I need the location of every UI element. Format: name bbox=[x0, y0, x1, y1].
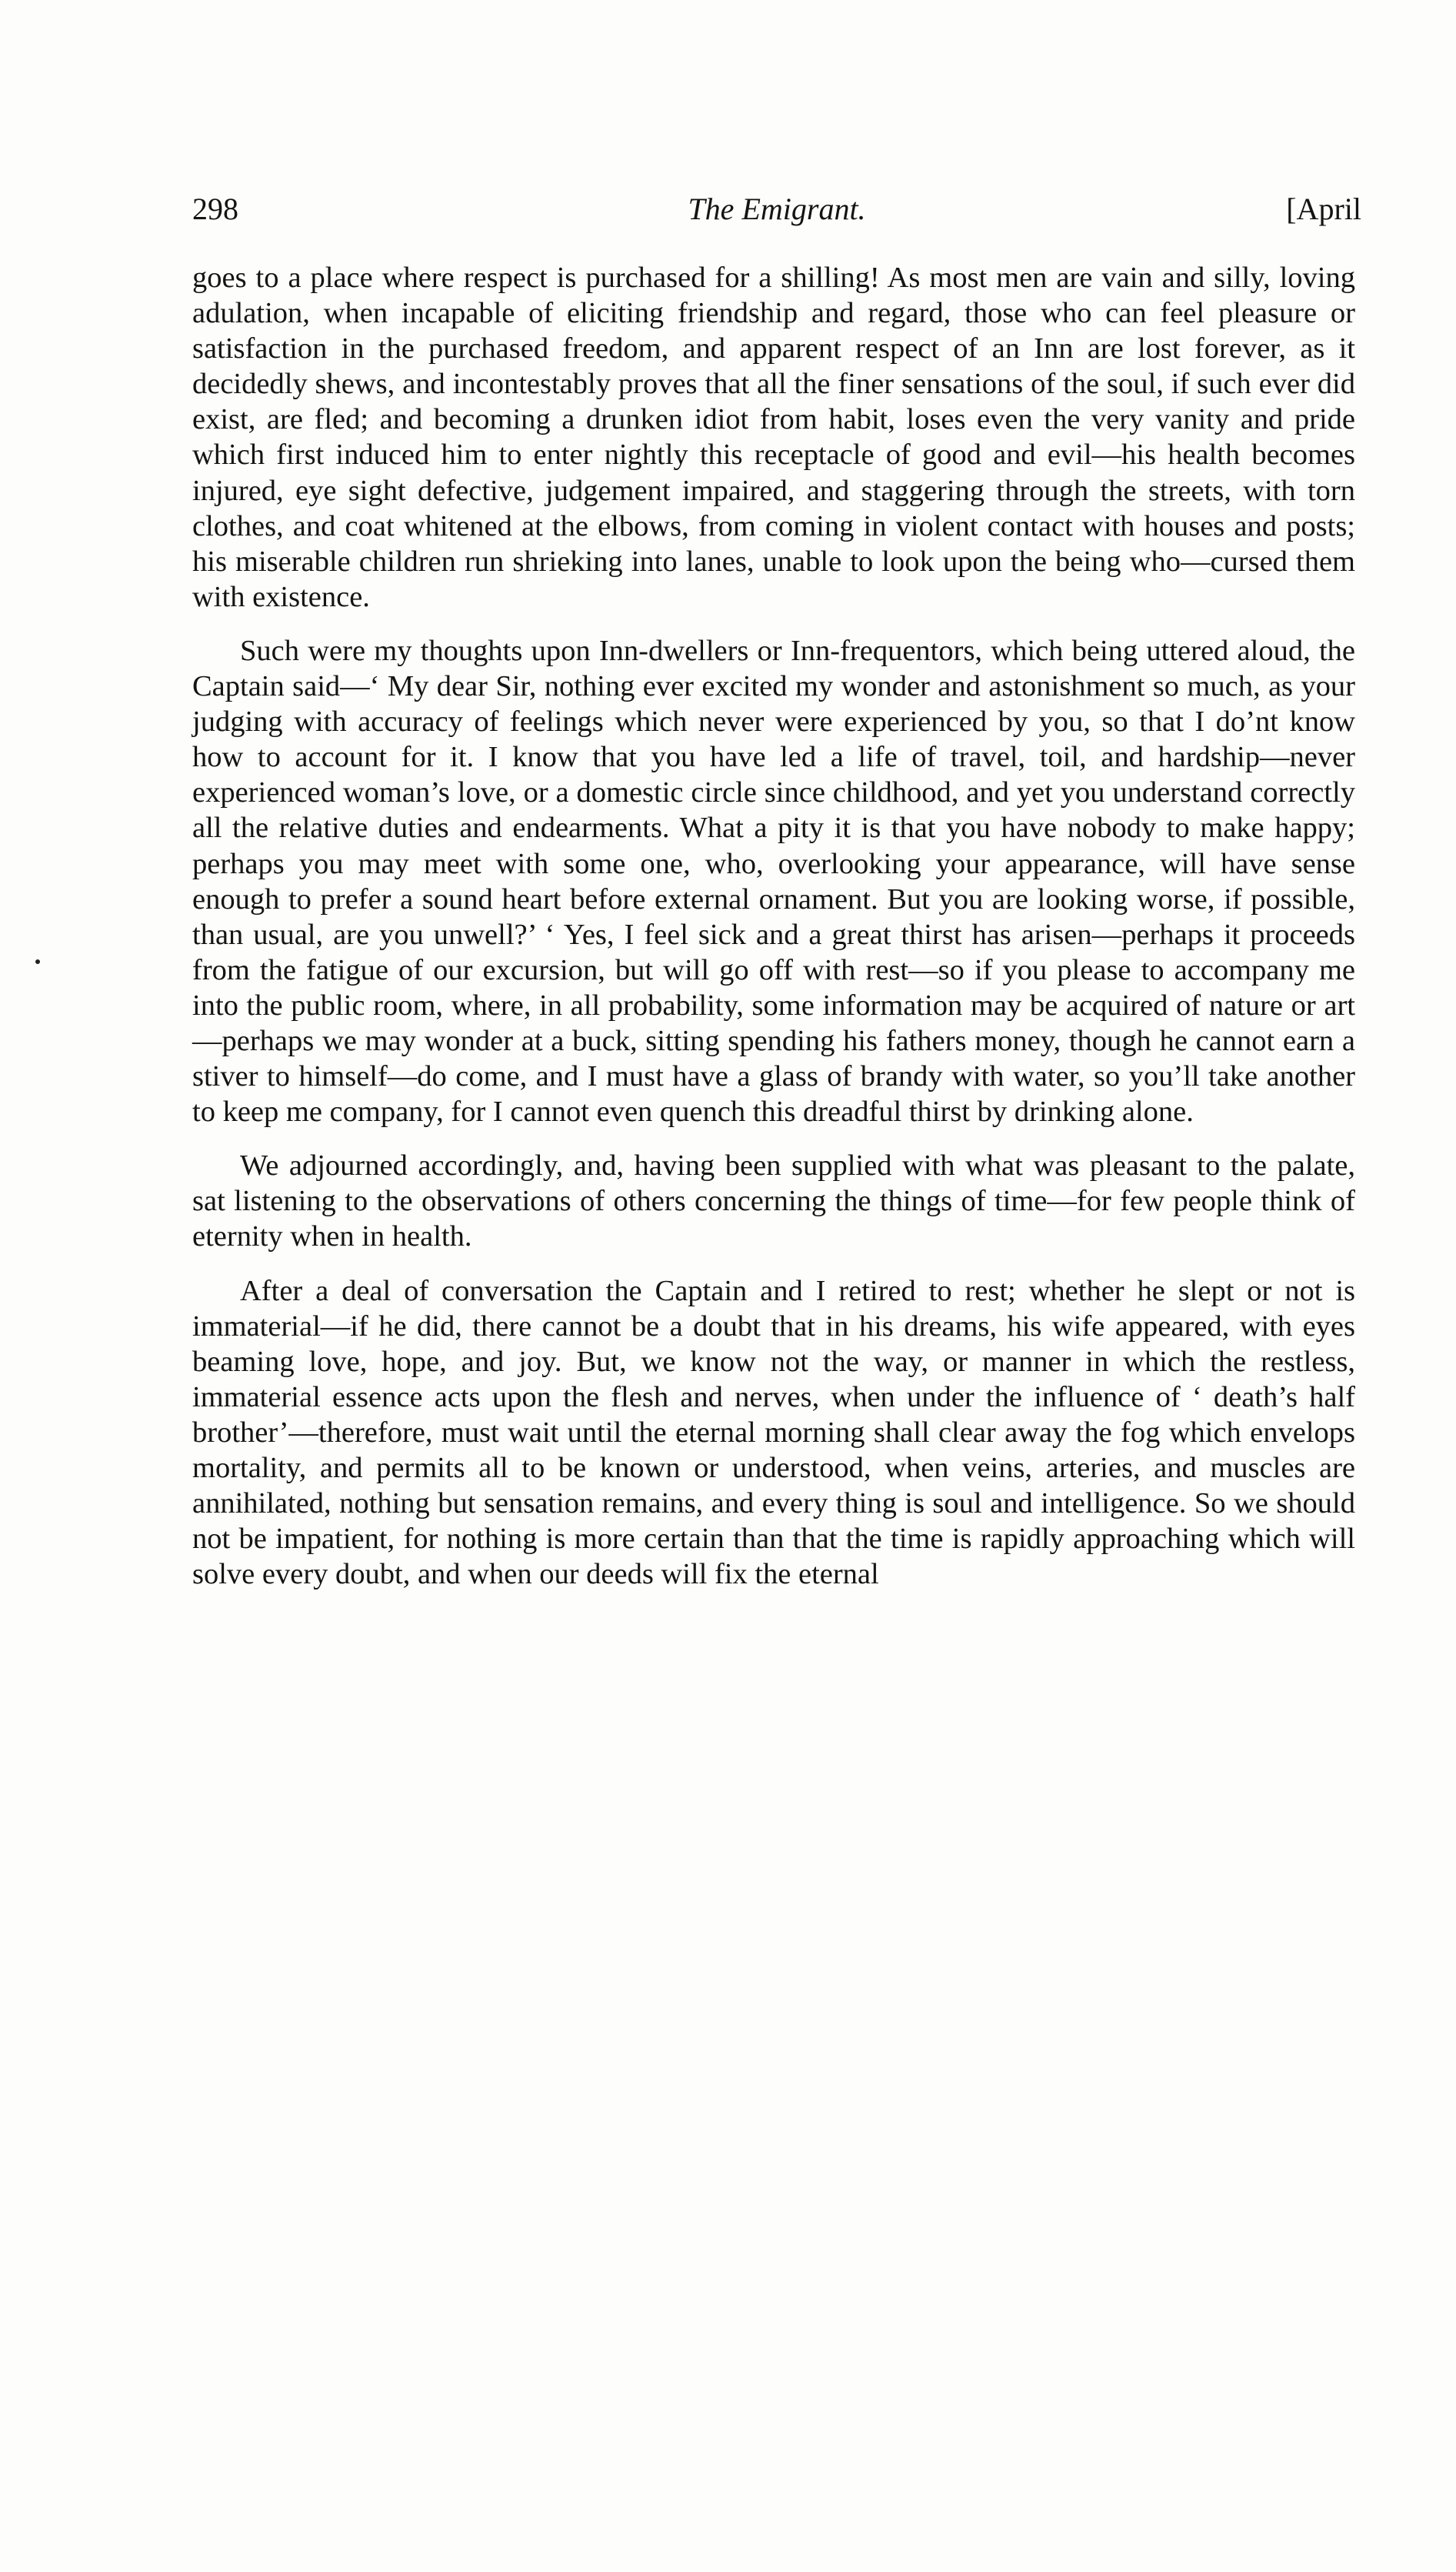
body-text bbox=[192, 260, 1355, 1592]
paragraph-continued: goes to a place where respect is purchased for a shilling! As most men are vain and silly, loving adulation, when incapable of eliciting friendship and regard, those who can feel pleasure or satisfaction in the purchased freedom, and apparent respect of an Inn are lost forever, as it decidedly shews, and incontestably proves that all the finer sensations of the soul, if such ever did exist, are fled; and becoming a drunken idiot from habit, loses even the very vanity and pride which first induced him to enter nightly this receptacle of good and evil—his health becomes injured, eye sight defective, judgement impaired, and staggering through the streets, with torn clothes, and coat whitened at the elbows, from coming in violent contact with houses and posts; his miserable children run shrieking into lanes, unable to look upon the being who—cursed them with existence. bbox=[192, 262, 1355, 613]
paragraph: We adjourned accordingly, and, having been supplied with what was pleasant to the palate, sat listening to the observations of others concerning the things of time—for few people think of eternity when in health. bbox=[192, 1149, 1355, 1253]
paragraph: Such were my thoughts upon Inn-dwellers or Inn-frequentors, which being uttered aloud, the Captain said—‘ My dear Sir, nothing ever excited my wonder and astonishment so much, as your judging with accuracy of feelings which never were experienced by you, so that I do’nt know how to account for it. I know that you have led a life of travel, toil, and hardship—never experienced woman’s love, or a domestic circle since childhood, and yet you understand correctly all the relative duties and endearments. What a pity it is that you have nobody to make happy; perhaps you may meet with some one, who, overlooking your appearance, will have sense enough to prefer a sound heart before external ornament. But you are looking worse, if possible, than usual, are you unwell?’ ‘ Yes, I feel sick and a great thirst has arisen—perhaps it proceeds from the fatigue of our excursion, but will go off with rest—so if you please to accompany me into the public room, where, in all probability, some information may be acquired of nature or art—perhaps we may wonder at a buck, sitting spending his fathers money, though he cannot earn a stiver to himself—do come, and I must have a glass of brandy with water, so you’ll take another to keep me company, for I cannot even quench this dreadful thirst by drinking alone. bbox=[192, 634, 1355, 1129]
paragraph: After a deal of conversation the Captain and I retired to rest; whether he slept or not is immaterial—if he did, there cannot be a doubt that in his dreams, his wife appeared, with eyes beaming love, hope, and joy. But, we know not the way, or manner in which the restless, immaterial essence acts upon the flesh and nerves, when under the influence of ‘ death’s half brother’—therefore, must wait until the eternal morning shall clear away the fog which envelops mortality, and permits all to be known or understood, when veins, arteries, and muscles are annihilated, nothing but sensation remains, and every thing is soul and intelligence. So we should not be impatient, for nothing is more certain than that the time is rapidly approaching which will solve every doubt, and when our deeds will fix the eternal bbox=[192, 1274, 1355, 1591]
month-marker: [April bbox=[1286, 192, 1361, 226]
margin-mark bbox=[35, 959, 40, 964]
page-header bbox=[192, 191, 1361, 237]
page-number: 298 bbox=[192, 192, 238, 226]
running-title: The Emigrant. bbox=[688, 192, 866, 226]
